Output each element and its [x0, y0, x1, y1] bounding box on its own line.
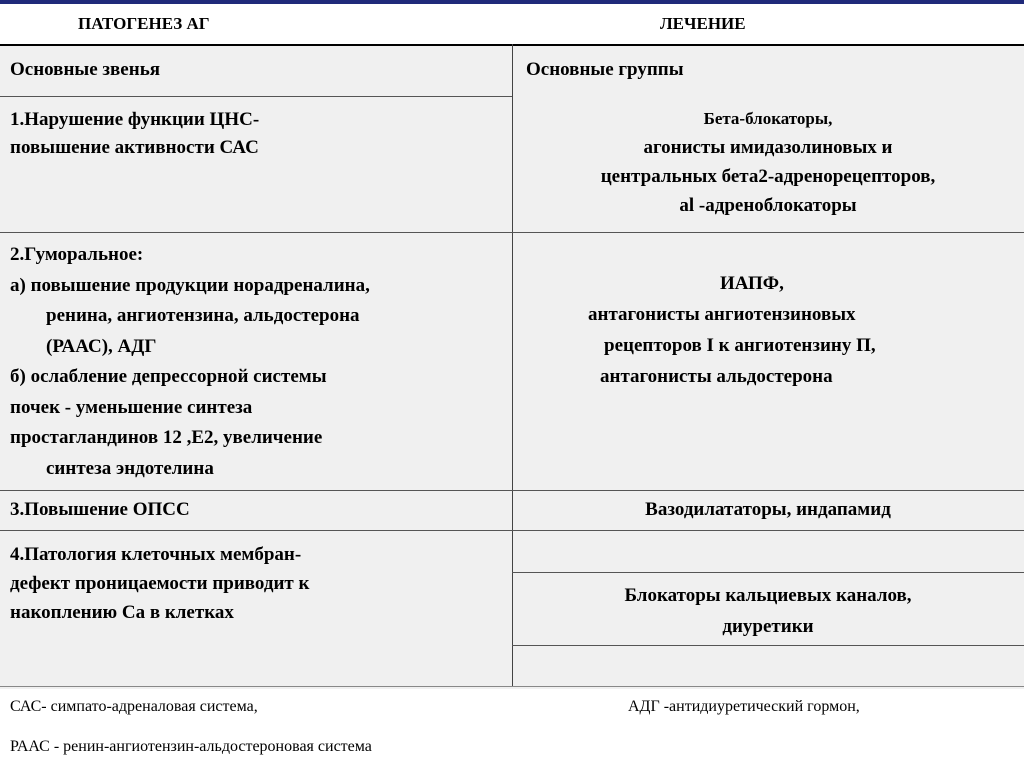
- pathogenesis-cell-4: 4.Патология клеточных мембран- дефект проницаемости приводит к накоплению Са в клетках: [10, 544, 310, 623]
- treatment-cell-1: Бета-блокаторы, агонисты имидазолиновых и центральных бета2-адренорецепторов, al -адреноблокаторы: [600, 109, 936, 216]
- pathogenesis-title: ПАТОГЕНЕЗ АГ: [78, 14, 210, 33]
- treatment-cell-3: Вазодилататоры, индапамид: [645, 499, 891, 520]
- row-divider: [0, 490, 1024, 491]
- footnote-sas: САС- симпато-адреналовая система,: [10, 698, 258, 715]
- pathogenesis-cell-2: 2.Гуморальное: а) повышение продукции норадреналина, ренина, ангиотензина, альдостерона (РААС), АДГ б) ослабление депрессорной системы почек - уменьшение синтеза простагландинов 12 ,Е2, увеличение синтеза эндотелина: [10, 244, 370, 479]
- column-divider: [512, 44, 513, 687]
- footnote-raas: РААС - ренин-ангиотензин-альдостероновая система: [10, 738, 372, 755]
- treatment-title: ЛЕЧЕНИЕ: [660, 14, 746, 33]
- treatment-cell-4: Блокаторы кальциевых каналов, диуретики: [624, 585, 912, 637]
- table-bottom-border: [0, 686, 1024, 687]
- pathogenesis-cell-1: 1.Нарушение функции ЦНС- повышение активности САС: [10, 109, 260, 158]
- pathogenesis-cell-3: 3.Повышение ОПСС: [10, 499, 190, 520]
- left-column-header: Основные звенья: [10, 59, 161, 80]
- right-column-header: Основные группы: [526, 59, 684, 80]
- row-divider: [512, 572, 1024, 573]
- row-divider: [0, 96, 512, 97]
- row-divider: [0, 232, 1024, 233]
- footnote-adg: АДГ -антидиуретический гормон,: [628, 698, 860, 715]
- row-divider: [512, 645, 1024, 646]
- row-divider: [0, 530, 1024, 531]
- top-accent-bar: [0, 0, 1024, 4]
- treatment-cell-2: ИАПФ, антагонисты ангиотензиновых рецепторов I к ангиотензину П, антагонисты альдостерона: [588, 273, 876, 387]
